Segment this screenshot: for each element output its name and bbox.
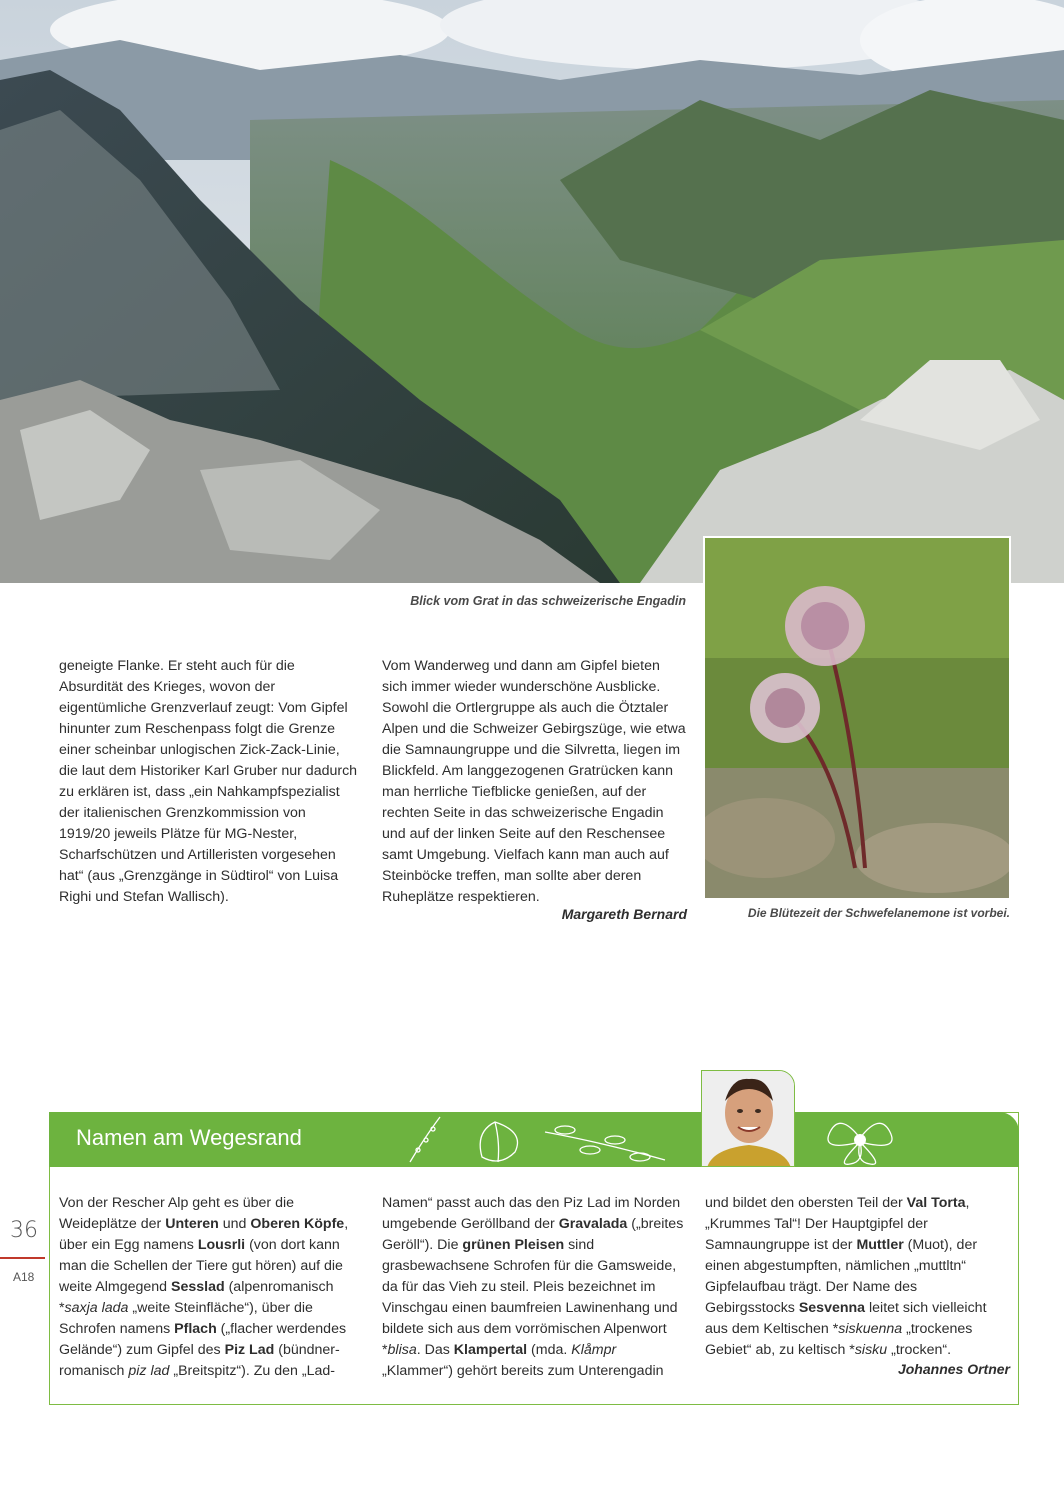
anemone-photo: [703, 536, 1011, 900]
author-portrait: [701, 1070, 795, 1167]
article-author: Margareth Bernard: [561, 906, 687, 922]
names-box-title: Namen am Wegesrand: [76, 1125, 302, 1150]
hero-photo: [0, 0, 1064, 583]
article-column-2-text: Vom Wanderweg und dann am Gipfel bieten sich immer wieder wunderschöne Ausblicke. Sowohl die Ortlergruppe als auch die Ötztaler Alpen und die Schweizer Gebirgszüge, wie etwa die Samnaungruppe und die Silvretta, liegen im Blickfeld. Am langgezogenen Gratrücken kann man herrliche Tiefblicke genießen, auf der rechten Seite in das schweizerische Engadin und auf der linken Seite auf den Reschensee samt Umgebung. Vielfach kann man auch auf Steinböcke treffen, man sollte aber deren Ruheplätze respektieren.: [382, 658, 686, 905]
page-number-divider: [0, 1257, 45, 1259]
flower-decoration-icon: [820, 1112, 900, 1167]
names-column-2: [382, 1193, 687, 1382]
issue-label: A18: [13, 1270, 35, 1284]
names-column-1: [59, 1193, 359, 1382]
names-column-1-text: Von der Rescher Alp geht es über die Weideplätze der Unteren und Oberen Köpfe, über ein Egg namens Lousrli (von dort kann man die Schellen der Tiere gut hören) auf die weite Almgegend Sesslad (alpenromanisch *saxja lada „weite Steinfläche“), über die Schrofen namens Pflach („flacher werdendes Gelände“) zum Gipfel des Piz Lad (bündnerromanisch piz lad „Breitspitz“). Zu den „Lad-: [59, 1195, 349, 1379]
article-column-1: [59, 656, 359, 908]
names-column-3: [705, 1193, 995, 1361]
anemone-photo-caption: Die Blütezeit der Schwefelanemone ist vorbei.: [747, 906, 1010, 920]
names-column-2-text: Namen“ passt auch das den Piz Lad im Norden umgebende Geröllband der Gravalada („breites Geröll“). Die grünen Pleisen sind grasbewachsene Schrofen für die Gamsweide, da für das Vieh zu steil. Pleis bezeichnet im Vinschgau einen baumfreien Lawinenhang und bildete sich aus dem vorrömischen Alpenwort *blisa. Das Klampertal (mda. Klåmpr „Klammer“) gehört bereits zum Unterengadin: [382, 1195, 684, 1379]
page-number: 36: [10, 1218, 38, 1243]
names-box-author: Johannes Ortner: [897, 1361, 1010, 1377]
article-column-2: [382, 656, 687, 908]
hero-photo-caption: Blick vom Grat in das schweizerische Engadin: [410, 594, 686, 608]
botanical-decoration-icon: [400, 1112, 680, 1167]
names-column-3-text: und bildet den obersten Teil der Val Torta, „Krummes Tal“! Der Hauptgipfel der Samnaungruppe ist der Muttler (Muot), der einen abgestumpften, nämlichen „muttltn“ Gipfelaufbau trägt. Der Name des Gebirgsstocks Sesvenna leitet sich vielleicht aus dem Keltischen *siskuenna „trockenes Gebiet“ ab, zu keltisch *sisku „trocken“.: [705, 1195, 987, 1358]
article-column-1-text: geneigte Flanke. Er steht auch für die Absurdität des Krieges, wovon der eigentümliche Grenzverlauf zeugt: Vom Gipfel hinunter zum Reschenpass folgt die Grenze einer scheinbar unlogischen Zick-Zack-Linie, die laut dem Historiker Karl Gruber nur dadurch zu erklären ist, dass „ein Nahkampfspezialist der italienischen Grenzkommission von 1919/20 jeweils Plätze für MG-Nester, Scharfschützen und Artilleristen vorgesehen hat“ (aus „Grenzgänge in Südtirol“ von Luisa Righi und Stefan Wallisch).: [59, 658, 358, 905]
